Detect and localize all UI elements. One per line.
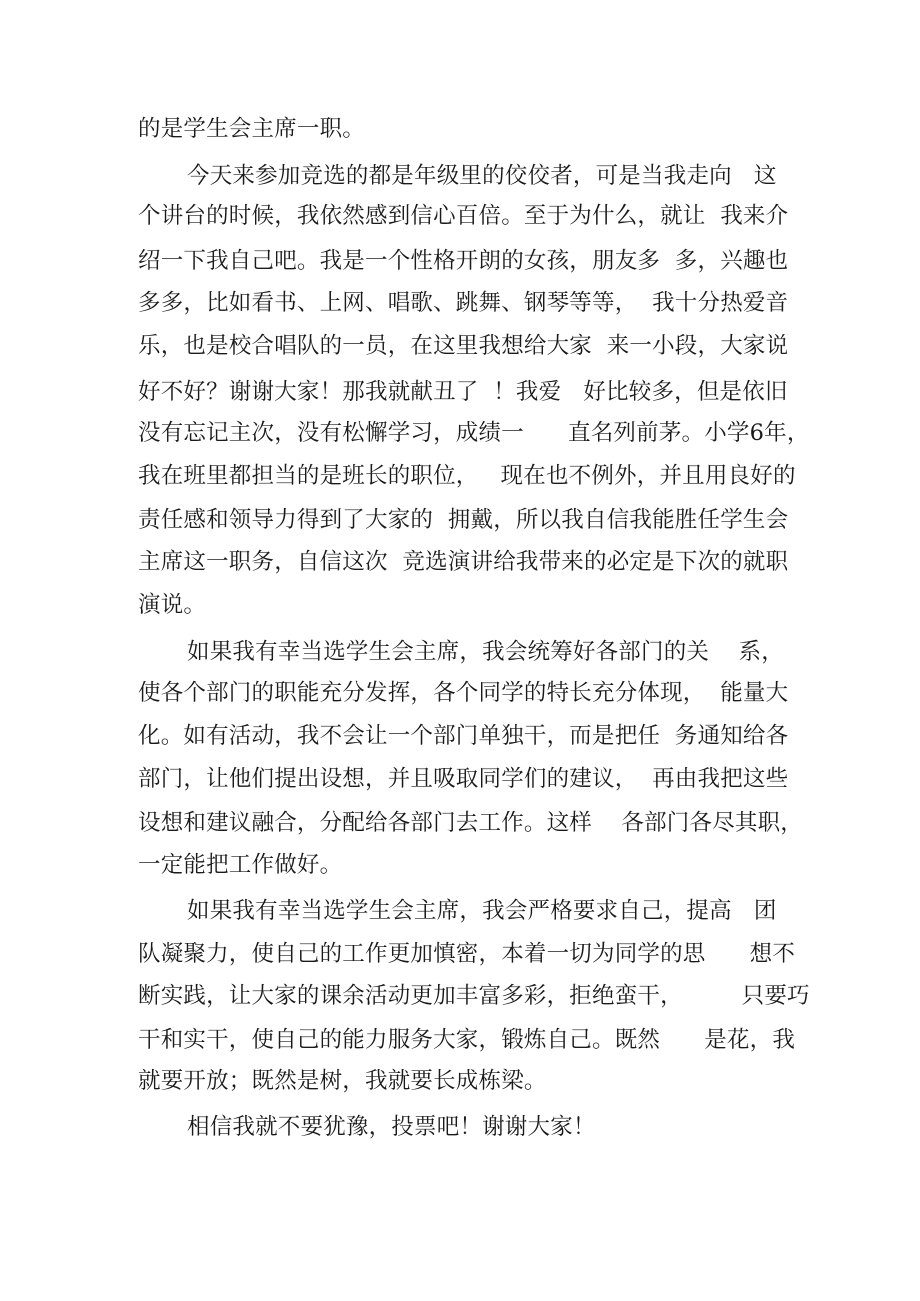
- text-line: 多多，比如看书、上网、唱歌、跳舞、钢琴等等， 我十分热爱音: [138, 290, 789, 316]
- text-line: 演说。: [138, 592, 207, 618]
- text-line: 个讲台的时候，我依然感到信心百倍。至于为什么，就让 我来介: [138, 203, 789, 229]
- text-line: 主席这一职务，自信这次 竞选演讲给我带来的必定是下次的就职: [138, 549, 789, 575]
- text-line: 乐，也是校合唱队的一员，在这里我想给大家 来一小段，大家说: [138, 333, 789, 359]
- text-line: 断实践，让大家的课余活动更加丰富多彩，拒绝蛮干， 只要巧: [138, 983, 810, 1009]
- text-line: 设想和建议融合，分配给各部门去工作。这样 各部门各尽其职，: [138, 810, 804, 836]
- text-line: 化。如有活动，我不会让一个部门单独干，而是把任 务通知给各: [138, 723, 789, 749]
- text-line: 队凝聚力，使自己的工作更加慎密，本着一切为同学的思 想不: [138, 941, 796, 967]
- text-line: 一定能把工作做好。: [138, 852, 343, 878]
- text-line: 好不好？谢谢大家！那我就献丑了 ！我爱 好比较多，但是依旧: [138, 379, 788, 405]
- text-line: 就要开放；既然是树，我就要长成栋梁。: [138, 1068, 547, 1094]
- paragraph-start-line: 今天来参加竞选的都是年级里的佼佼者，可是当我走向 这: [187, 163, 777, 189]
- text-line: 干和实干，使自己的能力服务大家，锻炼自己。既然 是花，我: [138, 1027, 796, 1053]
- text-line: 使各个部门的职能充分发挥，各个同学的特长充分体现， 能量大: [138, 680, 789, 706]
- paragraph-start-line: 如果我有幸当选学生会主席，我会统筹好各部门的关 系，: [187, 639, 784, 665]
- paragraph-start-line: 相信我就不要犹豫，投票吧！谢谢大家！: [187, 1114, 596, 1140]
- paragraph-start-line: 如果我有幸当选学生会主席，我会严格要求自己，提高 团: [187, 898, 777, 924]
- text-line: 部门，让他们提出设想，并且吸取同学们的建议， 再由我把这些: [138, 766, 789, 792]
- text-line: 没有忘记主次，没有松懈学习，成绩一 直名列前茅。小学6年，: [138, 420, 810, 446]
- text-line: 责任感和领导力得到了大家的 拥戴，所以我自信我能胜任学生会: [138, 507, 789, 533]
- text-line: 我在班里都担当的是班长的职位， 现在也不例外，并且用良好的: [138, 463, 796, 489]
- text-line: 的是学生会主席一职。: [138, 116, 366, 142]
- text-line: 绍一下我自己吧。我是一个性格开朗的女孩，朋友多 多，兴趣也: [138, 248, 789, 274]
